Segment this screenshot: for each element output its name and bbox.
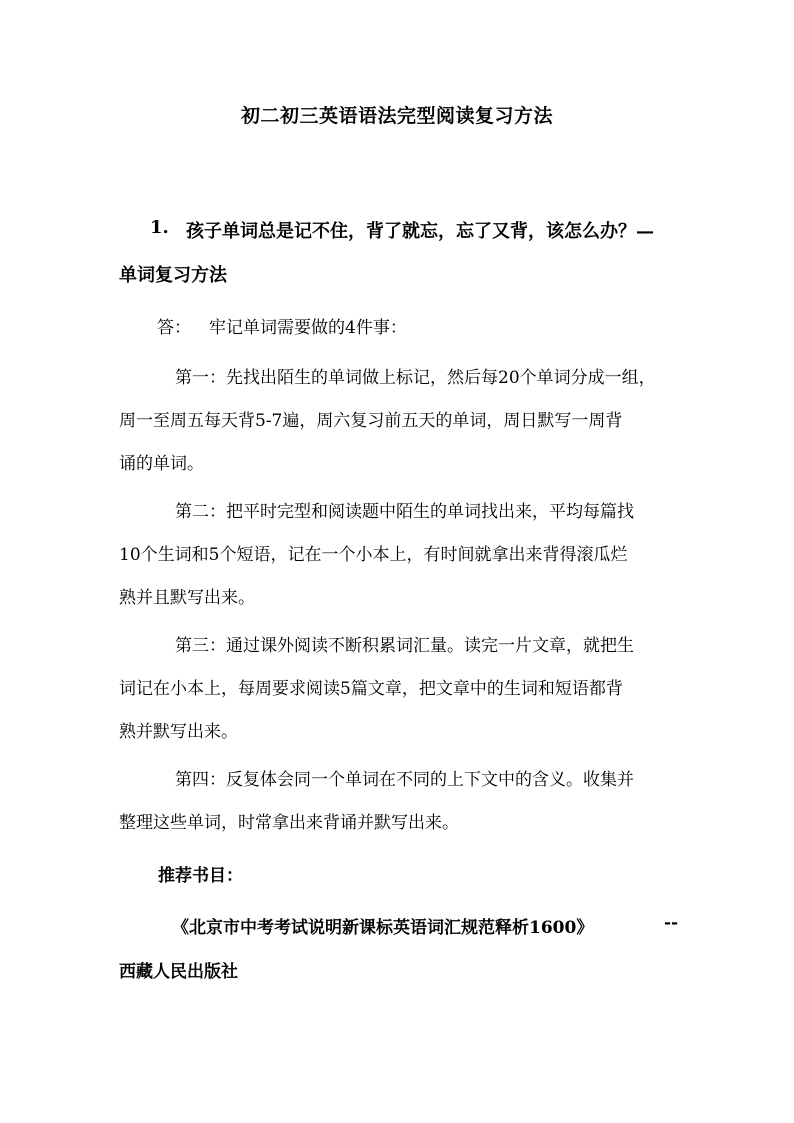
paragraph-3-line-1: 第三：通过课外阅读不断积累词汇量。读完一片文章，就把生 (175, 636, 634, 656)
book-title: 《北京市中考考试说明新课标英语词汇规范释析1600》 (172, 918, 594, 938)
paragraph-3-line-3: 熟并默写出来。 (119, 722, 238, 742)
paragraph-3-line-2: 词记在小本上，每周要求阅读5篇文章，把文章中的生词和短语都背 (119, 679, 623, 699)
paragraph-1-line-1: 第一：先找出陌生的单词做上标记，然后每20个单词分成一组， (175, 368, 656, 388)
question-number: 1. (150, 217, 169, 238)
paragraph-2-line-2: 10个生词和5个短语，记在一个小本上，有时间就拿出来背得滚瓜烂 (119, 545, 628, 565)
paragraph-4-line-1: 第四：反复体会同一个单词在不同的上下文中的含义。收集并 (175, 770, 634, 790)
question-text-line-1: 孩子单词总是记不住，背了就忘，忘了又背，该怎么办？— (186, 221, 654, 242)
answer-text: 牢记单词需要做的4件事： (209, 318, 407, 338)
paragraph-2-line-1: 第二：把平时完型和阅读题中陌生的单词找出来，平均每篇找 (175, 502, 634, 522)
document-title: 初二初三英语语法完型阅读复习方法 (240, 105, 553, 127)
book-dash: -- (664, 913, 679, 933)
book-publisher: 西藏人民出版社 (119, 962, 238, 982)
paragraph-2-line-3: 熟并且默写出来。 (119, 588, 255, 608)
paragraph-4-line-2: 整理这些单词，时常拿出来背诵并默写出来。 (119, 813, 459, 833)
answer-intro (157, 313, 407, 338)
paragraph-1-line-3: 诵的单词。 (119, 454, 204, 474)
question-text-line-2: 单词复习方法 (119, 265, 227, 286)
answer-label: 答： (157, 318, 191, 338)
recommended-books-label: 推荐书目： (158, 866, 243, 886)
paragraph-1-line-2: 周一至周五每天背5-7遍，周六复习前五天的单词，周日默写一周背 (119, 411, 623, 431)
